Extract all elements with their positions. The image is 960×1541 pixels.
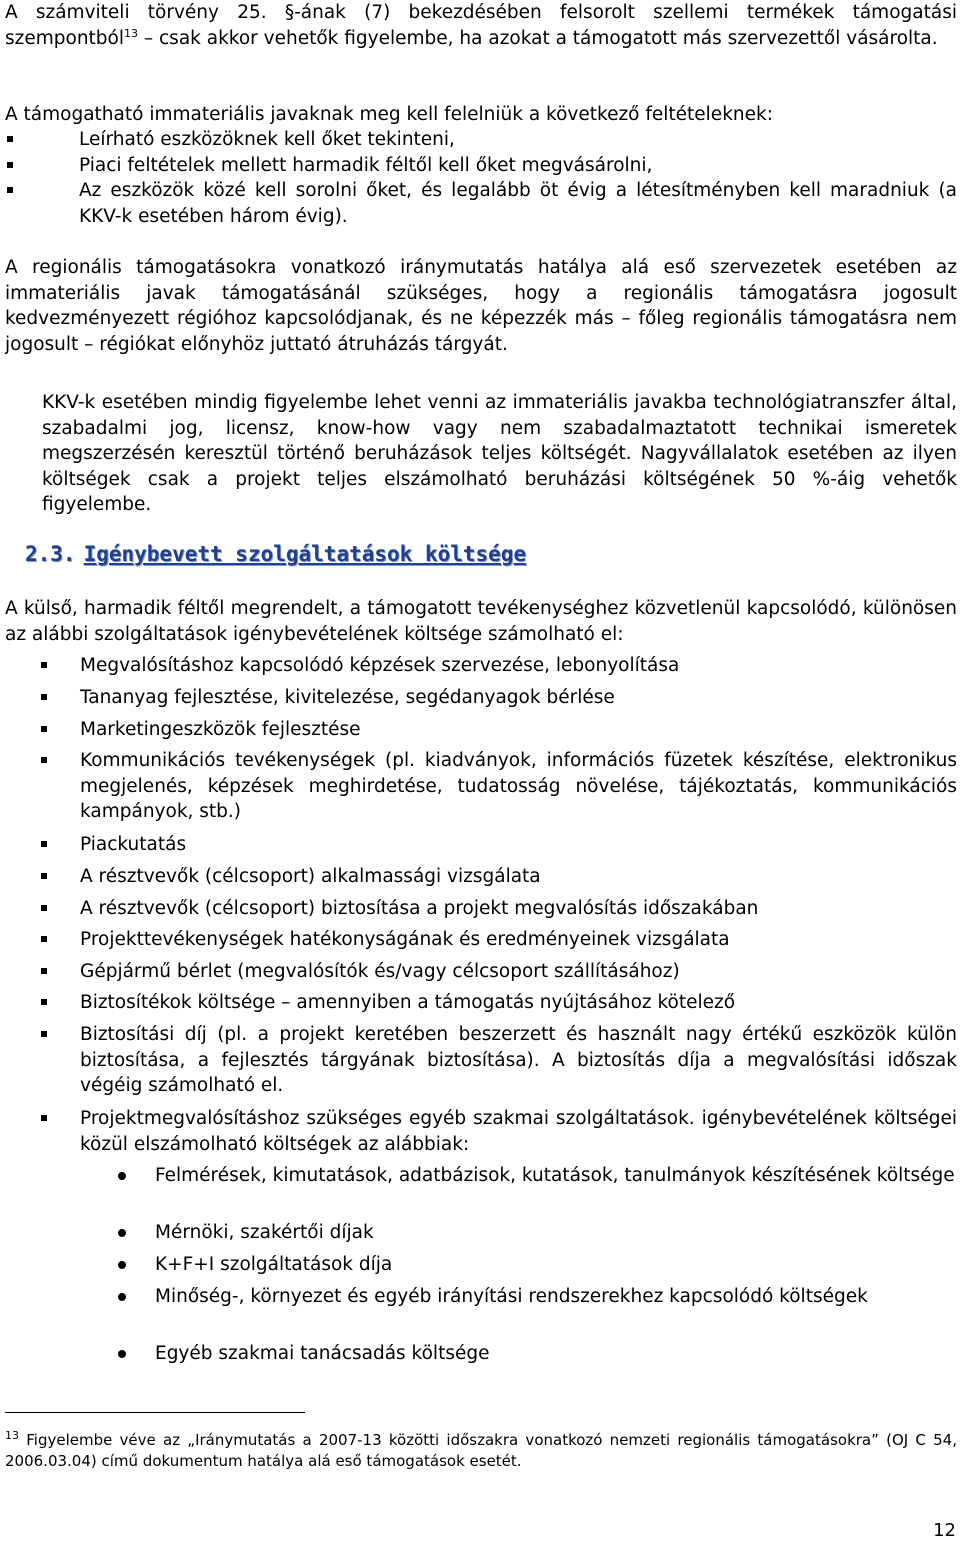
section-title: Igénybevett szolgáltatások költsége [83, 542, 527, 566]
paragraph-services-intro: A külső, harmadik féltől megrendelt, a támogatott tevékenységhez közvetlenül kapcsolódó, különösen az alábbi szolgáltatások igénybevételének költsége számolható el: [5, 598, 957, 645]
square-bullet-icon [7, 162, 13, 168]
service-item-text: Projektmegvalósításhoz szükséges egyéb szakmai szolgáltatások. igénybevételének költségei közül elszámolható költségek az alábbiak: [80, 1108, 957, 1155]
service-item-text: A résztvevők (célcsoport) alkalmassági vizsgálata [80, 866, 541, 887]
service-item-text: Megvalósításhoz kapcsolódó képzések szervezése, lebonyolítása [80, 655, 680, 676]
square-bullet-icon [41, 999, 47, 1005]
square-bullet-icon [7, 136, 13, 142]
conditions-list [5, 127, 957, 229]
footnote-divider [5, 1412, 305, 1413]
subservice-item-text: Mérnöki, szakértői díjak [155, 1222, 374, 1243]
square-bullet-icon [41, 662, 47, 668]
round-bullet-icon [118, 1350, 126, 1358]
square-bullet-icon [41, 1031, 47, 1037]
service-item-text: Piackutatás [80, 834, 187, 855]
paragraph-intellectual-products [5, 0, 957, 51]
footnote-text: Figyelembe véve az „Iránymutatás a 2007-13 közötti időszakra vonatkozó nemzeti regionális támogatásokra” (OJ C 54, 2006.03.04) című dokumentum hatálya alá eső támogatások esetét. [5, 1431, 957, 1470]
square-bullet-icon [7, 187, 13, 193]
condition-item-text: Az eszközök közé kell sorolni őket, és legalább öt évig a létesítményben kell maradniuk (a KKV-k esetében három évig). [79, 180, 957, 227]
square-bullet-icon [41, 757, 47, 763]
round-bullet-icon [118, 1229, 126, 1237]
condition-item-text: Leírható eszközöknek kell őket tekinteni, [79, 129, 455, 150]
footnote [5, 1430, 957, 1472]
list-item [5, 178, 957, 229]
condition-item-text: Piaci feltételek mellett harmadik féltől kell őket megvásárolni, [79, 154, 653, 176]
service-item-text: Marketingeszközök fejlesztése [80, 719, 361, 740]
service-item-text: Biztosítási díj (pl. a projekt keretében beszerzett és használt nagy értékű eszközök külön biztosítása, a fejlesztés tárgyának biztosítása). A biztosítás díja a megvalósítási időszak végéig számolható el. [80, 1024, 957, 1096]
service-item-text: Projekttevékenységek hatékonyságának és eredményeinek vizsgálata [80, 929, 730, 950]
square-bullet-icon [41, 841, 47, 847]
p1-line2: támogatási szempontból [5, 2, 957, 49]
square-bullet-icon [41, 726, 47, 732]
round-bullet-icon [118, 1261, 126, 1269]
service-item-text: Tananyag fejlesztése, kivitelezése, segédanyagok bérlése [80, 687, 615, 708]
paragraph-sme-costs: KKV-k esetében mindig figyelembe lehet venni az immateriális javakba technológiatranszfer által, szabadalmi jog, licensz, know-how vagy nem szabadalmaztatott technikai ismeretek megszerzésén keresztül történő beruházások teljes költségét. Nagyvállalatok esetében az ilyen költségek csak a projekt teljes elszámolható beruházási költségének 50 %-áig vehetők figyelembe. [42, 392, 957, 515]
square-bullet-icon [41, 873, 47, 879]
conditions-intro: A támogatható immateriális javaknak meg kell felelniük a következő feltételeknek: [5, 104, 773, 125]
square-bullet-icon [41, 694, 47, 700]
service-item-text: Gépjármű bérlet (megvalósítók és/vagy célcsoport szállításához) [80, 961, 680, 982]
round-bullet-icon [118, 1293, 126, 1301]
square-bullet-icon [41, 1115, 47, 1121]
service-item-text: A résztvevők (célcsoport) biztosítása a projekt megvalósítás időszakában [80, 898, 759, 919]
section-number: 2.3. [25, 542, 76, 566]
footnote-reference[interactable]: 13 [124, 26, 138, 40]
square-bullet-icon [41, 968, 47, 974]
paragraph-regional-aid: A regionális támogatásokra vonatkozó iránymutatás hatálya alá eső szervezetek esetében az immateriális javak támogatásánál szükséges, hogy a regionális támogatásra jogosult kedvezményezett régióhoz kapcsolódjanak, és ne képezzék más – főleg regionális támogatásra nem jogosult – régiókat előnyhöz juttató átruházás tárgyát. [5, 257, 957, 355]
page-number: 12 [933, 1520, 956, 1541]
round-bullet-icon [118, 1172, 126, 1180]
subservice-item-text: Felmérések, kimutatások, adatbázisok, kutatások, tanulmányok készítésének költsége [155, 1165, 955, 1186]
subservice-item-text: K+F+I szolgáltatások díja [155, 1254, 393, 1275]
section-heading [25, 542, 526, 566]
square-bullet-icon [41, 905, 47, 911]
subservice-item-text: Egyéb szakmai tanácsadás költsége [155, 1343, 490, 1364]
p1-line1: A számviteli törvény 25. §-ának (7) bekezdésében felsorolt szellemi termékek [5, 2, 835, 23]
list-item [5, 127, 957, 153]
footnote-number: 13 [5, 1429, 19, 1442]
p1-line2-end: – csak akkor vehetők figyelembe, ha azokat a támogatott más szervezettől vásárolta. [138, 27, 938, 49]
subservice-item-text: Minőség-, környezet és egyéb irányítási rendszerekhez kapcsolódó költségek [155, 1286, 868, 1307]
list-item [5, 153, 957, 179]
square-bullet-icon [41, 936, 47, 942]
service-item-text: Biztosítékok költsége – amennyiben a támogatás nyújtásához kötelező [80, 992, 736, 1013]
service-item-text: Kommunikációs tevékenységek (pl. kiadványok, információs füzetek készítése, elektronikus megjelenés, képzések meghirdetése, tudatosság növelése, tájékoztatás, kommunikációs kampányok, stb.) [80, 750, 957, 822]
